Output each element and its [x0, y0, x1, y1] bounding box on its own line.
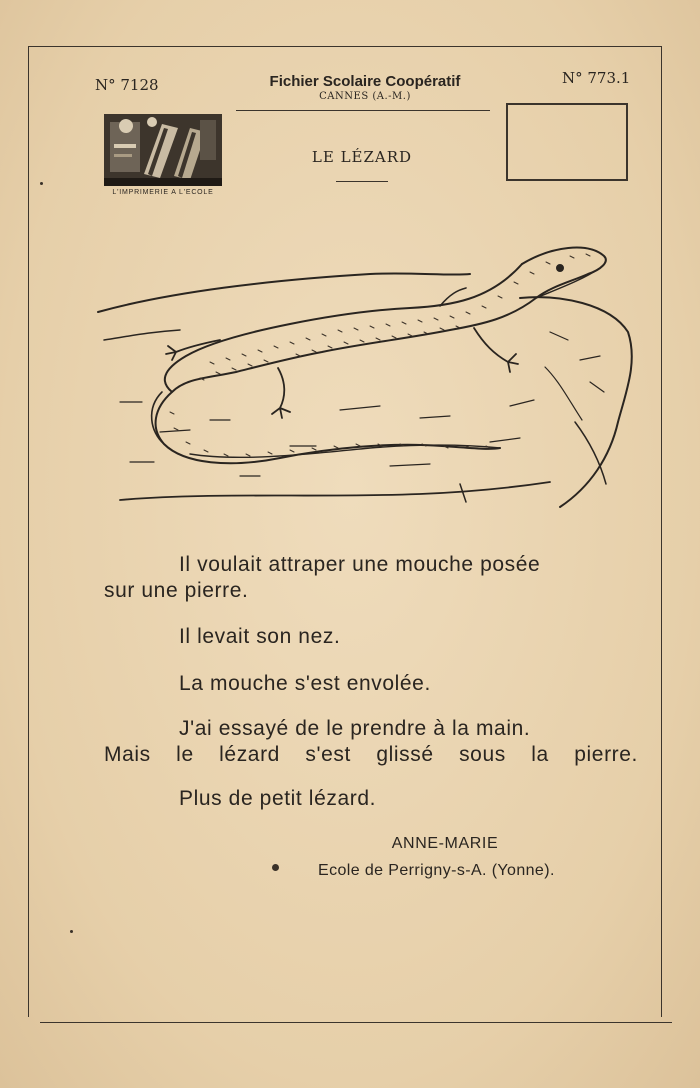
- ink-speck: [70, 930, 73, 933]
- poem-line: Mais le lézard s'est glissé sous la pierre.: [104, 743, 638, 766]
- poem-stanza-4: [104, 716, 638, 768]
- header-divider: [236, 110, 490, 111]
- ink-speck: [40, 182, 43, 185]
- poem-line: La mouche s'est envolée.: [179, 672, 431, 695]
- poem-stanza-1: [104, 552, 638, 604]
- card-number-right: N° 773.1: [562, 69, 631, 87]
- author-school: Ecole de Perrigny-s-A. (Yonne).: [318, 862, 555, 879]
- publisher-location: CANNES (A.-M.): [319, 91, 411, 102]
- bottom-rule: [40, 1022, 672, 1023]
- publisher-title: Fichier Scolaire Coopératif: [269, 73, 461, 90]
- poem-stanza-5: [104, 786, 638, 812]
- printing-press-icon: [104, 114, 222, 186]
- title-underline: [336, 181, 388, 182]
- classification-box: [506, 103, 628, 181]
- poem-line: Il levait son nez.: [179, 625, 341, 648]
- card-number-left: N° 7128: [95, 76, 159, 94]
- poem-stanza-2: [104, 624, 638, 650]
- poem-stanza-3: [104, 671, 638, 697]
- lizard-on-rock-illustration: [90, 232, 640, 522]
- poem-line: J'ai essayé de le prendre à la main.: [179, 717, 531, 740]
- author-name: ANNE-MARIE: [391, 835, 499, 852]
- poem-line: Il voulait attraper une mouche posée: [179, 553, 541, 576]
- poem-line: Plus de petit lézard.: [179, 787, 377, 810]
- ink-speck: [272, 864, 279, 871]
- card-title: LE LÉZARD: [311, 148, 413, 166]
- poem-line: sur une pierre.: [104, 579, 249, 602]
- logo-caption: L'IMPRIMERIE A L'ECOLE: [112, 189, 214, 196]
